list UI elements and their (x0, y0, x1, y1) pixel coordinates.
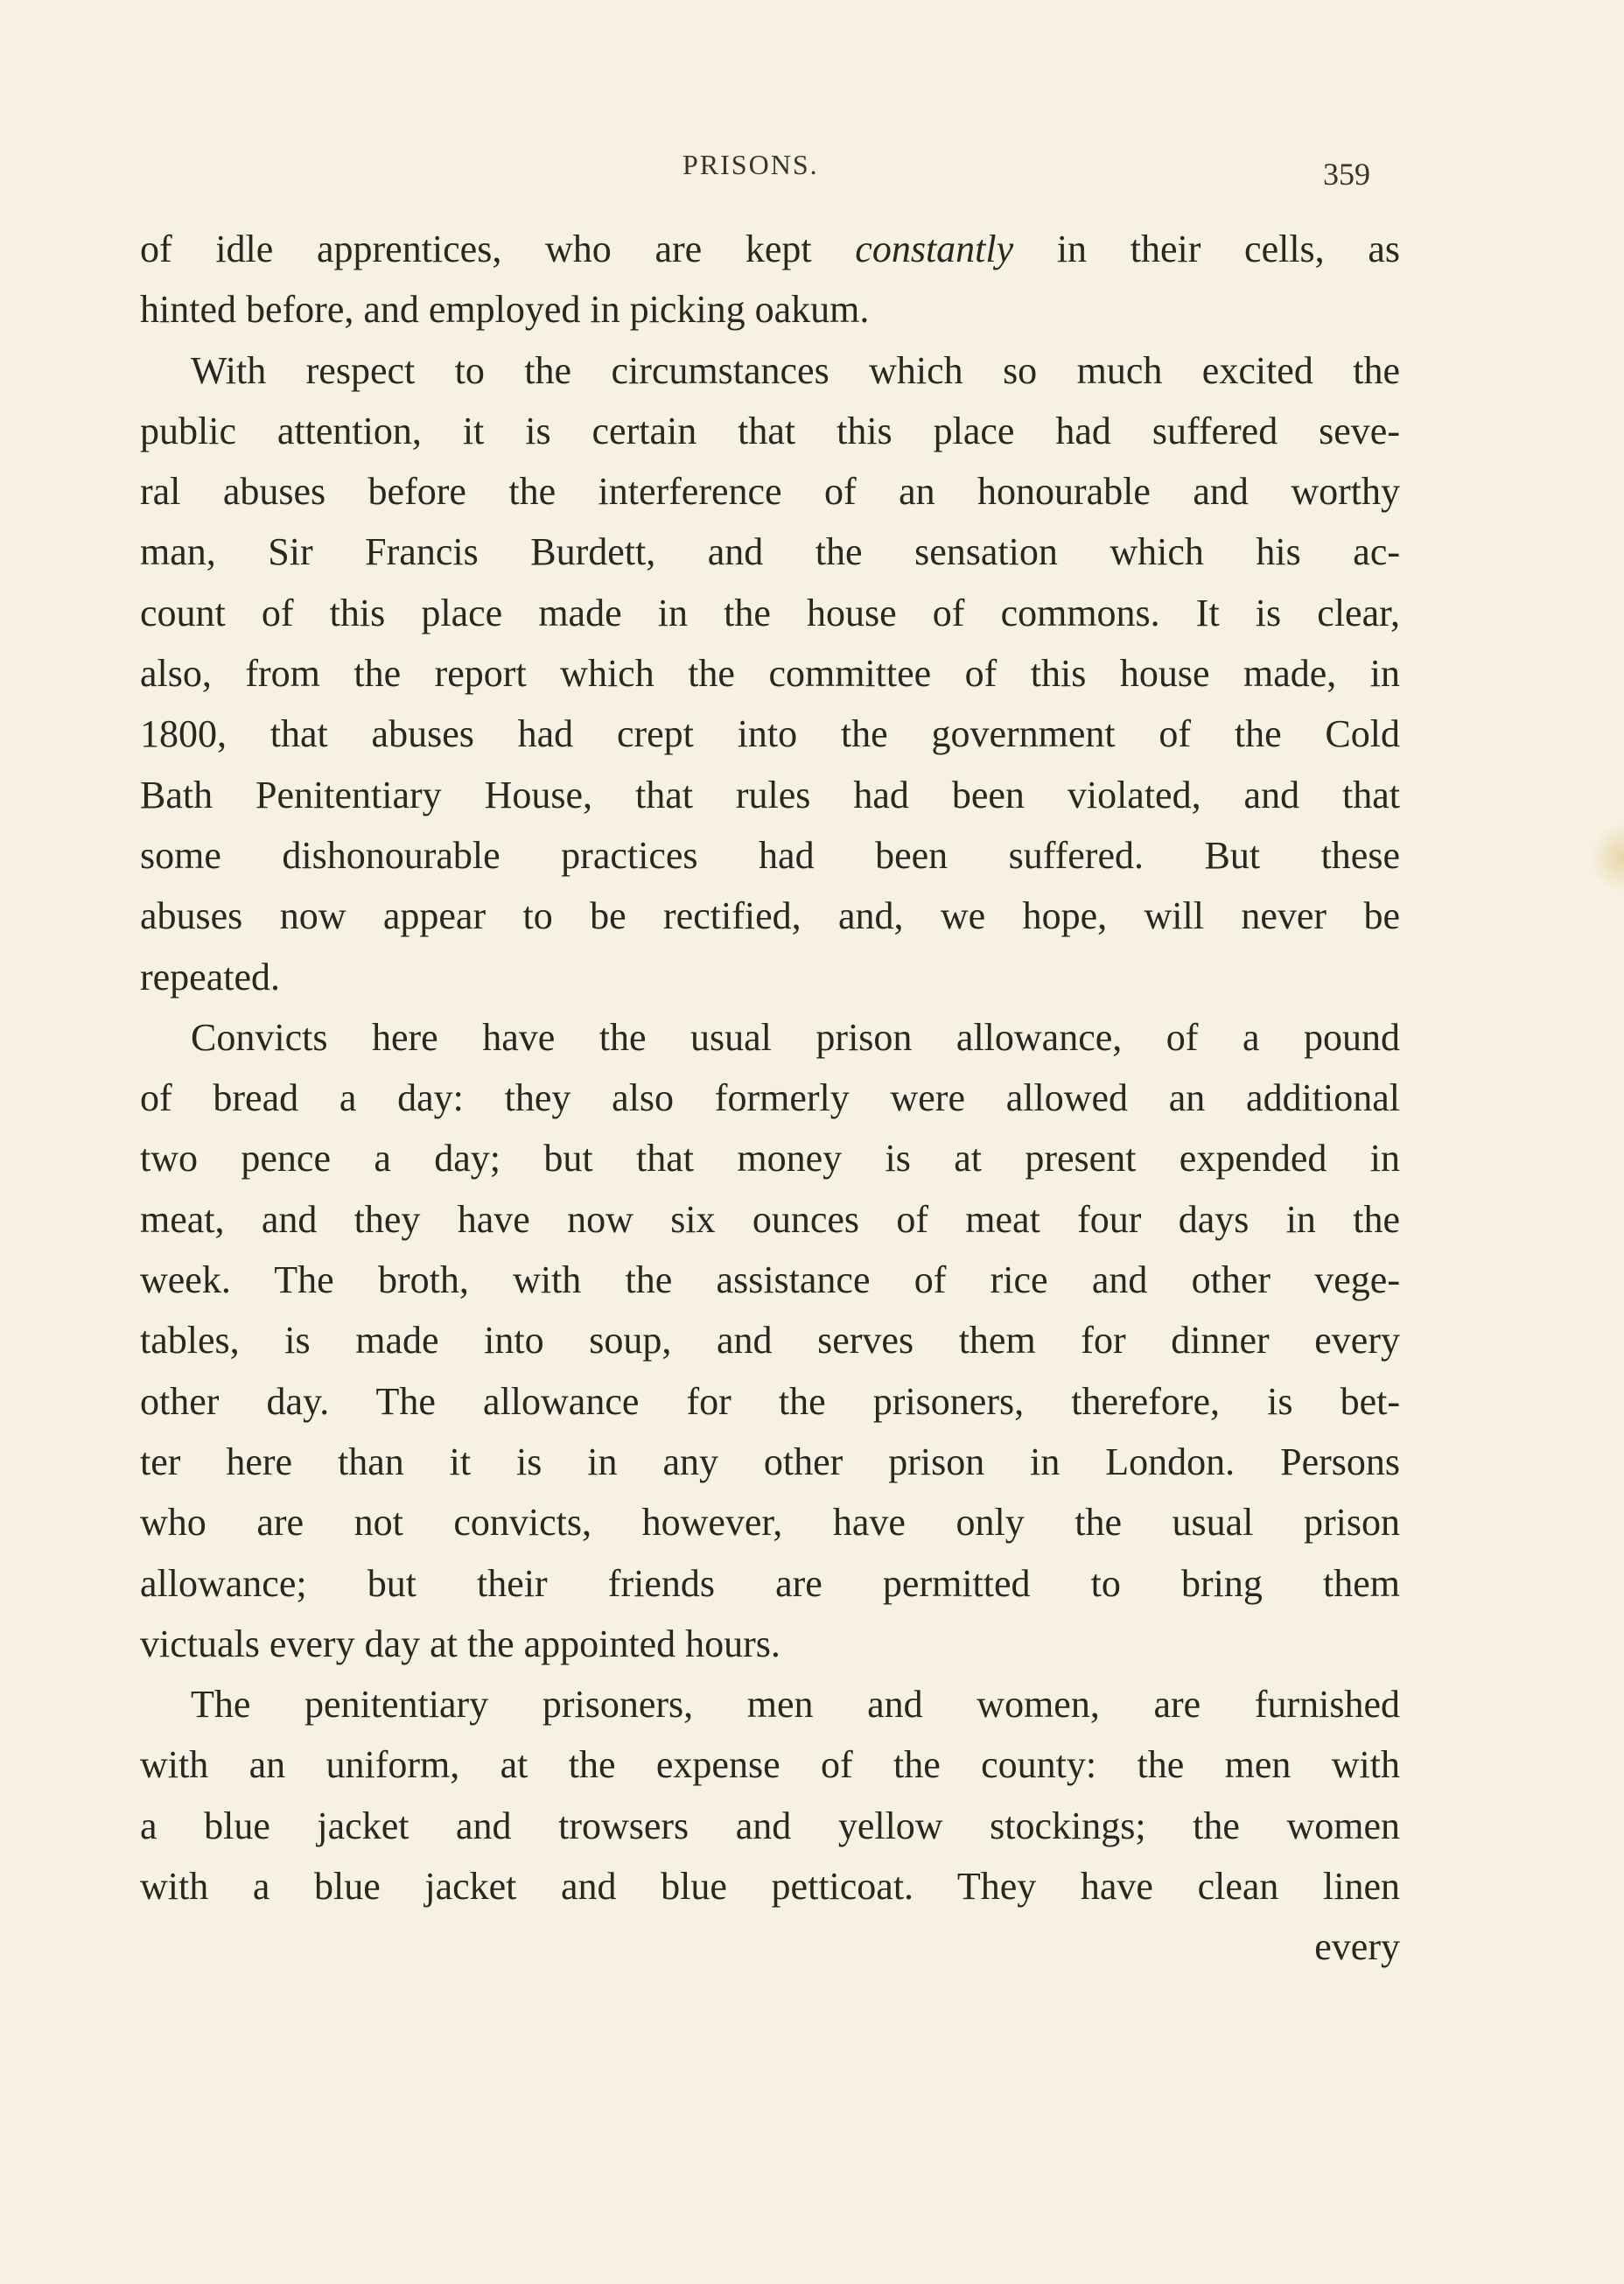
text-line: Bath Penitentiary House, that rules had been violated, and that (140, 773, 1400, 816)
text-line: two pence a day; but that money is at present expended in (140, 1137, 1400, 1181)
text-line: with an uniform, at the expense of the county: the men with (140, 1743, 1400, 1787)
text-line: other day. The allowance for the prisoners, therefore, is bet- (140, 1379, 1400, 1423)
text-line: of idle apprentices, who are kept constantly in their cells, as (140, 228, 1401, 270)
text-line: of bread a day: they also formerly were allowed an additional (140, 1076, 1400, 1120)
italic-word: constantly (855, 228, 1014, 270)
text-line: ter here than it is in any other prison in London. Persons (140, 1440, 1400, 1483)
text-line: tables, is made into soup, and serves them for dinner every (140, 1319, 1400, 1363)
text-line: some dishonourable practices had been suffered. But these (140, 833, 1400, 877)
page-number: 359 (1323, 157, 1370, 192)
text-line: also, from the report which the committee of this house made, in (140, 652, 1400, 696)
text-line: victuals every day at the appointed hours. (140, 1622, 780, 1665)
text-line: week. The broth, with the assistance of rice and other vege- (140, 1258, 1400, 1302)
text-line: allowance; but their friends are permitted to bring them (140, 1561, 1400, 1605)
text-line: 1800, that abuses had crept into the government of the Cold (140, 712, 1400, 756)
running-head: PRISONS. (682, 149, 819, 180)
text-line: with a blue jacket and blue petticoat. They have clean linen (140, 1865, 1400, 1909)
paper-stain (1589, 823, 1624, 893)
text-line: The penitentiary prisoners, men and women, are furnished (191, 1683, 1400, 1727)
text-line: meat, and they have now six ounces of meat four days in the (140, 1197, 1400, 1241)
catchword: every (1314, 1925, 1400, 1969)
text-line: Convicts here have the usual prison allowance, of a pound (191, 1015, 1400, 1059)
text-line: who are not convicts, however, have only the usual prison (140, 1501, 1400, 1545)
page-header (0, 149, 1624, 193)
text-line: hinted before, and employed in picking oakum. (140, 288, 870, 332)
text-line: man, Sir Francis Burdett, and the sensation which his ac- (140, 530, 1400, 574)
text-line: public attention, it is certain that this place had suffered seve- (140, 409, 1400, 452)
text-line: count of this place made in the house of commons. It is clear, (140, 591, 1400, 634)
text-line: With respect to the circumstances which so much excited the (191, 348, 1400, 392)
text-line: repeated. (140, 955, 280, 998)
body-text (140, 219, 1400, 1978)
text-line: ral abuses before the interference of an honourable and worthy (140, 470, 1400, 514)
text-line: abuses now appear to be rectified, and, we hope, will never be (140, 894, 1400, 938)
text-line: a blue jacket and trowsers and yellow stockings; the women (140, 1804, 1400, 1847)
